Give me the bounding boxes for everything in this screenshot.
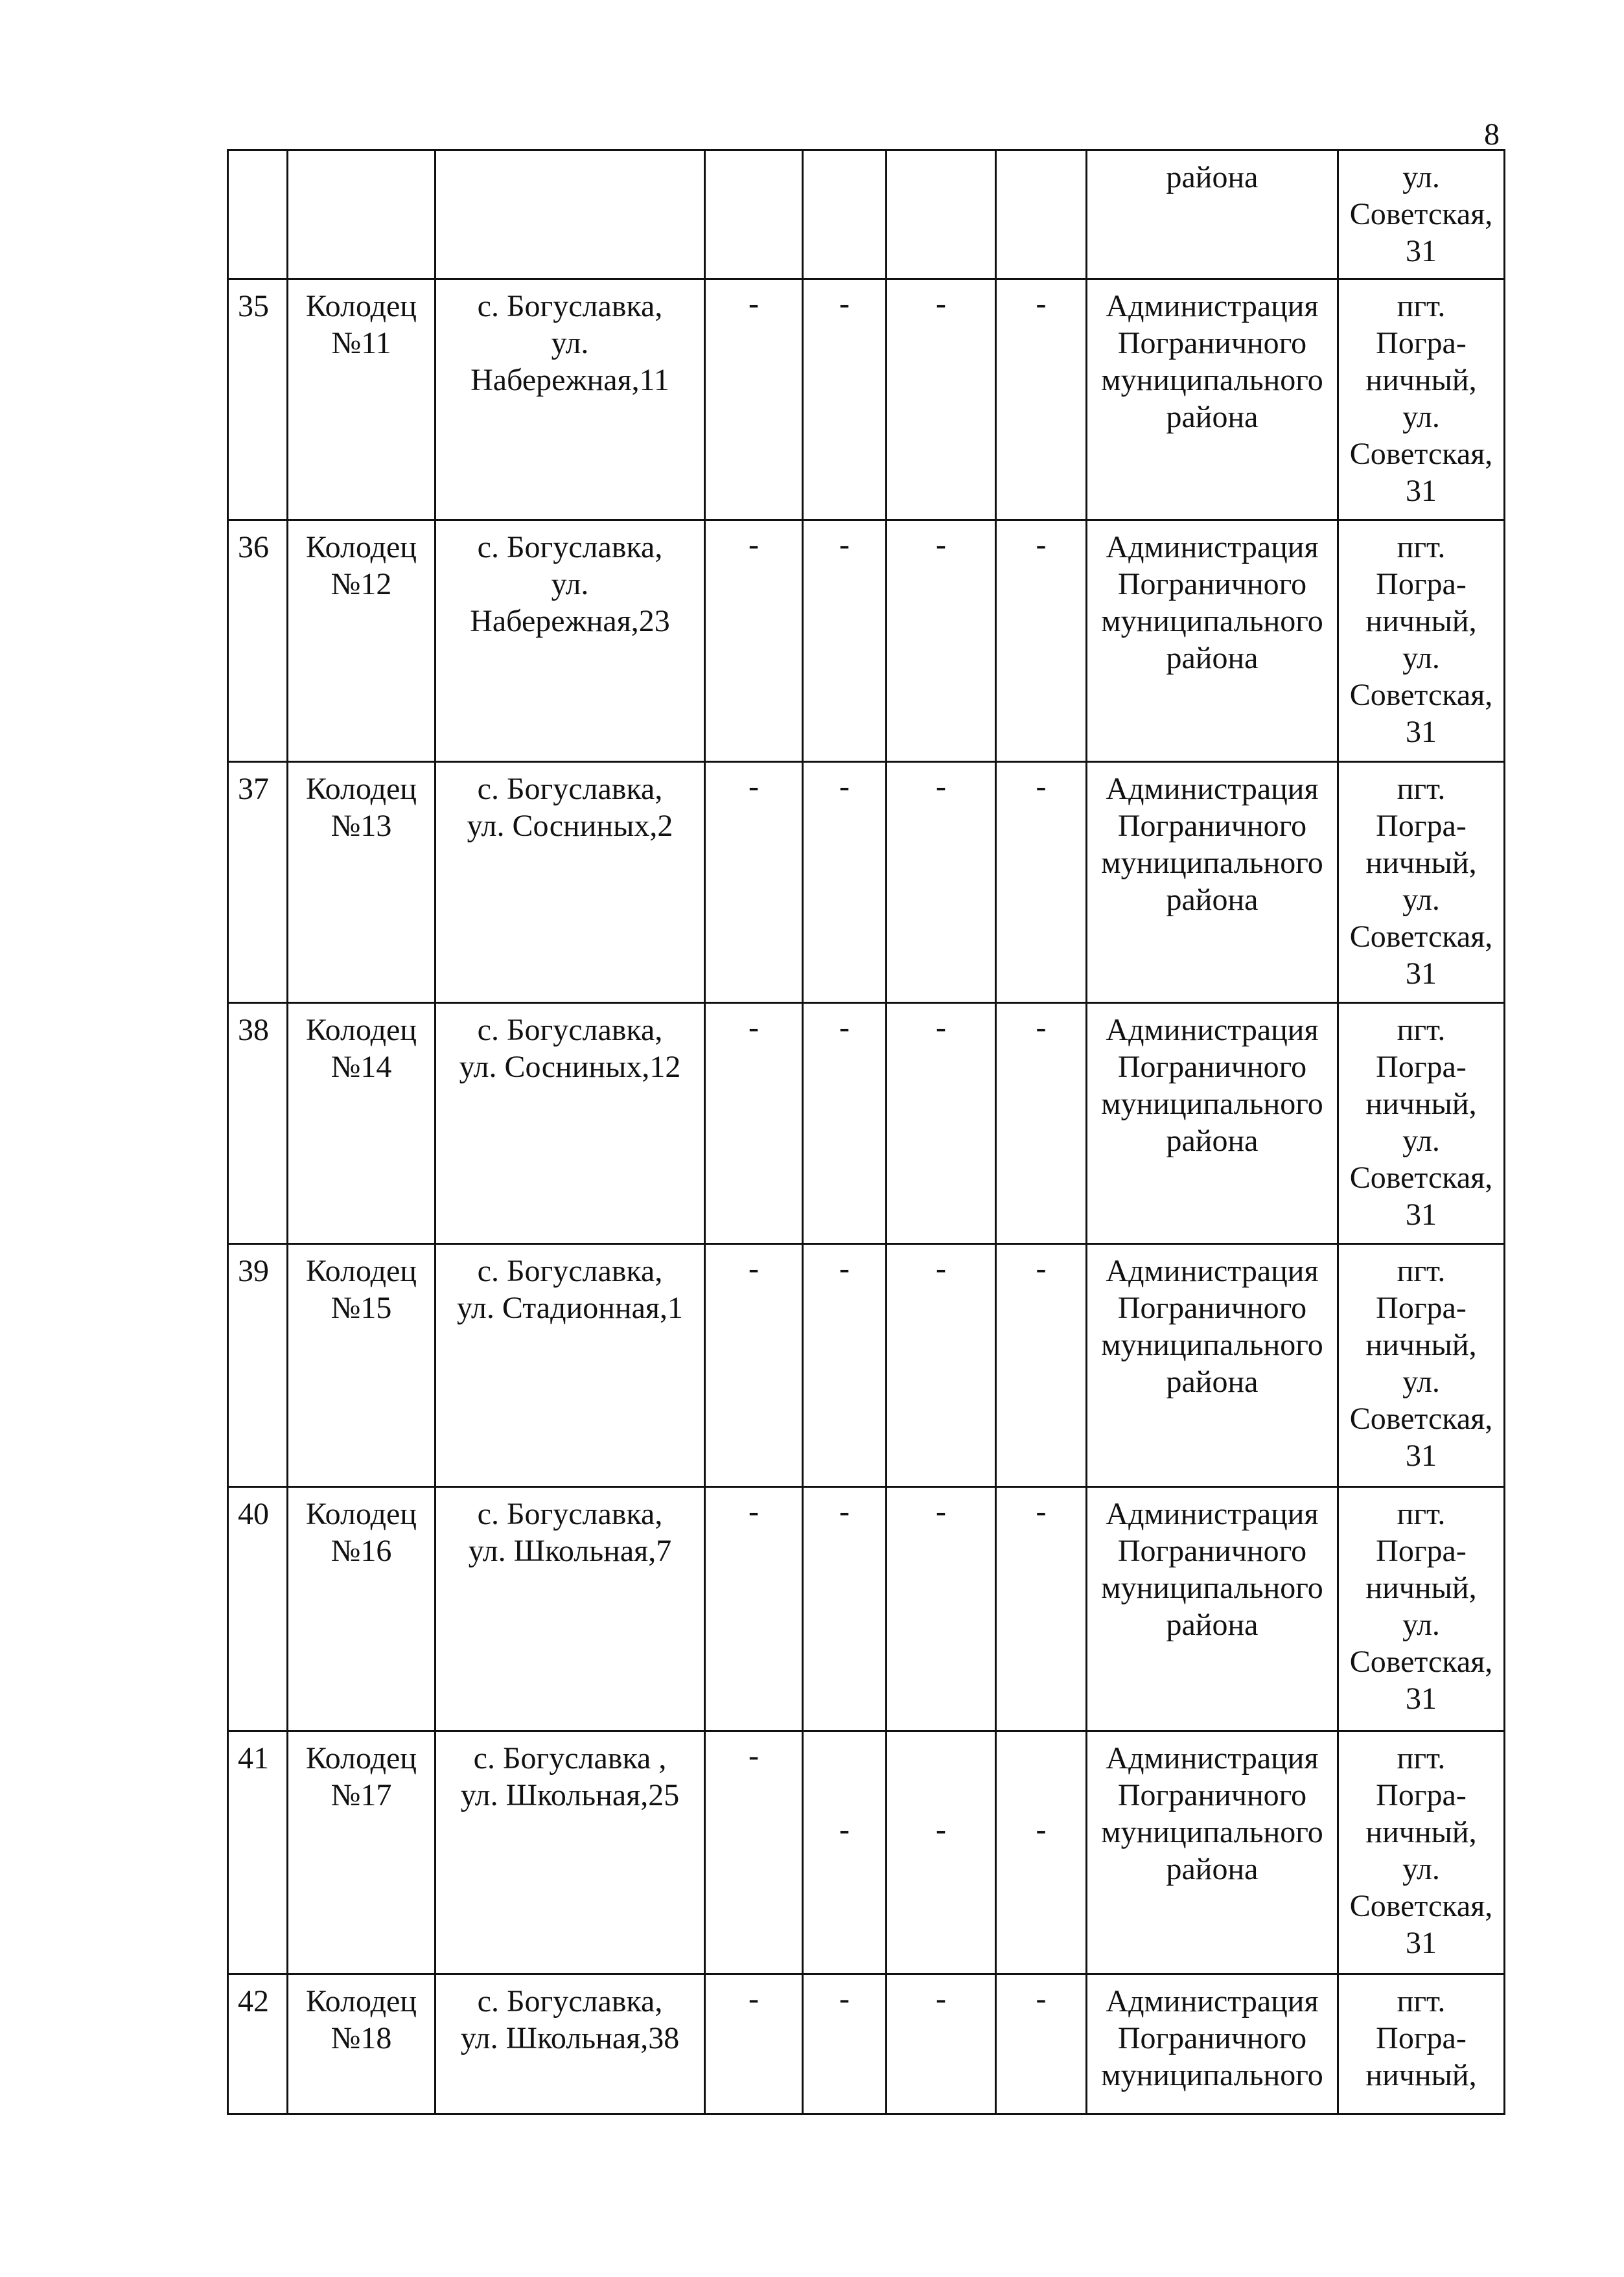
object-address: с. Богуславка, ул. Школьная,7 bbox=[435, 1487, 705, 1731]
row-number: 39 bbox=[228, 1244, 288, 1487]
row-number: 40 bbox=[228, 1487, 288, 1731]
object-address: с. Богуславка, ул. Набережная,23 bbox=[435, 520, 705, 762]
col-7-value bbox=[996, 150, 1087, 279]
owner-address: пгт. Погра- ничный, ул. Советская, 31 bbox=[1338, 1244, 1505, 1487]
col-5-value: - bbox=[803, 279, 887, 520]
table-row bbox=[228, 1244, 1505, 1487]
owner-address: пгт. Погра- ничный, ул. Советская, 31 bbox=[1338, 1487, 1505, 1731]
row-number: 37 bbox=[228, 762, 288, 1003]
col-7-value: - bbox=[996, 1244, 1087, 1487]
table-row bbox=[228, 279, 1505, 520]
col-6-value: - bbox=[887, 520, 996, 762]
col-5-value: - bbox=[803, 1487, 887, 1731]
owner-address: пгт. Погра- ничный, bbox=[1338, 1974, 1505, 2114]
col-5-value: - bbox=[803, 520, 887, 762]
col-6-value bbox=[887, 150, 996, 279]
object-address: с. Богуславка, ул. Сосниных,12 bbox=[435, 1003, 705, 1244]
object-address: с. Богуславка, ул. Стадионная,1 bbox=[435, 1244, 705, 1487]
col-4-value: - bbox=[705, 279, 803, 520]
object-name: Колодец №18 bbox=[288, 1974, 435, 2114]
object-address: с. Богуславка, ул. Школьная,38 bbox=[435, 1974, 705, 2114]
table-row bbox=[228, 1003, 1505, 1244]
owner-name: Администрация Пограничного муниципального района bbox=[1087, 1003, 1338, 1244]
col-5-value: - bbox=[803, 1974, 887, 2114]
object-address bbox=[435, 150, 705, 279]
col-7-value: - bbox=[996, 1731, 1087, 1974]
owner-address: пгт. Погра- ничный, ул. Советская, 31 bbox=[1338, 279, 1505, 520]
owner-name: Администрация Пограничного муниципального bbox=[1087, 1974, 1338, 2114]
col-4-value: - bbox=[705, 1731, 803, 1974]
owner-address: пгт. Погра- ничный, ул. Советская, 31 bbox=[1338, 1003, 1505, 1244]
col-4-value: - bbox=[705, 1974, 803, 2114]
col-7-value: - bbox=[996, 520, 1087, 762]
col-7-value: - bbox=[996, 1487, 1087, 1731]
col-7-value: - bbox=[996, 279, 1087, 520]
table-row bbox=[228, 1487, 1505, 1731]
owner-address: пгт. Погра- ничный, ул. Советская, 31 bbox=[1338, 762, 1505, 1003]
col-6-value: - bbox=[887, 279, 996, 520]
col-4-value: - bbox=[705, 1487, 803, 1731]
col-5-value: - bbox=[803, 1003, 887, 1244]
owner-name: Администрация Пограничного муниципального района bbox=[1087, 1731, 1338, 1974]
row-number: 41 bbox=[228, 1731, 288, 1974]
row-number: 42 bbox=[228, 1974, 288, 2114]
object-name: Колодец №12 bbox=[288, 520, 435, 762]
col-6-value: - bbox=[887, 1003, 996, 1244]
col-4-value bbox=[705, 150, 803, 279]
row-number: 36 bbox=[228, 520, 288, 762]
owner-address: пгт. Погра- ничный, ул. Советская, 31 bbox=[1338, 520, 1505, 762]
object-address: с. Богуславка , ул. Школьная,25 bbox=[435, 1731, 705, 1974]
object-name: Колодец №14 bbox=[288, 1003, 435, 1244]
object-name: Колодец №15 bbox=[288, 1244, 435, 1487]
table-row bbox=[228, 1974, 1505, 2114]
col-5-value: - bbox=[803, 762, 887, 1003]
object-address: с. Богуславка, ул. Набережная,11 bbox=[435, 279, 705, 520]
col-7-value: - bbox=[996, 762, 1087, 1003]
object-address: с. Богуславка, ул. Сосниных,2 bbox=[435, 762, 705, 1003]
row-number: 35 bbox=[228, 279, 288, 520]
page-number: 8 bbox=[1484, 117, 1500, 152]
col-4-value: - bbox=[705, 1244, 803, 1487]
col-5-value: - bbox=[803, 1731, 887, 1974]
owner-address: ул. Советская, 31 bbox=[1338, 150, 1505, 279]
owner-name: Администрация Пограничного муниципального района bbox=[1087, 520, 1338, 762]
object-name: Колодец №17 bbox=[288, 1731, 435, 1974]
col-4-value: - bbox=[705, 762, 803, 1003]
object-name bbox=[288, 150, 435, 279]
row-number: 38 bbox=[228, 1003, 288, 1244]
owner-name: Администрация Пограничного муниципального района bbox=[1087, 1487, 1338, 1731]
col-5-value bbox=[803, 150, 887, 279]
owner-name: Администрация Пограничного муниципального района bbox=[1087, 1244, 1338, 1487]
wells-table bbox=[227, 149, 1505, 2115]
col-7-value: - bbox=[996, 1974, 1087, 2114]
col-4-value: - bbox=[705, 1003, 803, 1244]
col-7-value: - bbox=[996, 1003, 1087, 1244]
col-6-value: - bbox=[887, 1731, 996, 1974]
col-5-value: - bbox=[803, 1244, 887, 1487]
table-row bbox=[228, 150, 1505, 279]
table-row bbox=[228, 762, 1505, 1003]
col-6-value: - bbox=[887, 1487, 996, 1731]
object-name: Колодец №11 bbox=[288, 279, 435, 520]
row-number bbox=[228, 150, 288, 279]
owner-name: Администрация Пограничного муниципального района bbox=[1087, 762, 1338, 1003]
owner-name: Администрация Пограничного муниципального района bbox=[1087, 279, 1338, 520]
col-6-value: - bbox=[887, 1244, 996, 1487]
object-name: Колодец №16 bbox=[288, 1487, 435, 1731]
col-4-value: - bbox=[705, 520, 803, 762]
owner-address: пгт. Погра- ничный, ул. Советская, 31 bbox=[1338, 1731, 1505, 1974]
col-6-value: - bbox=[887, 1974, 996, 2114]
object-name: Колодец №13 bbox=[288, 762, 435, 1003]
table-row bbox=[228, 1731, 1505, 1974]
owner-name: района bbox=[1087, 150, 1338, 279]
col-6-value: - bbox=[887, 762, 996, 1003]
table-row bbox=[228, 520, 1505, 762]
